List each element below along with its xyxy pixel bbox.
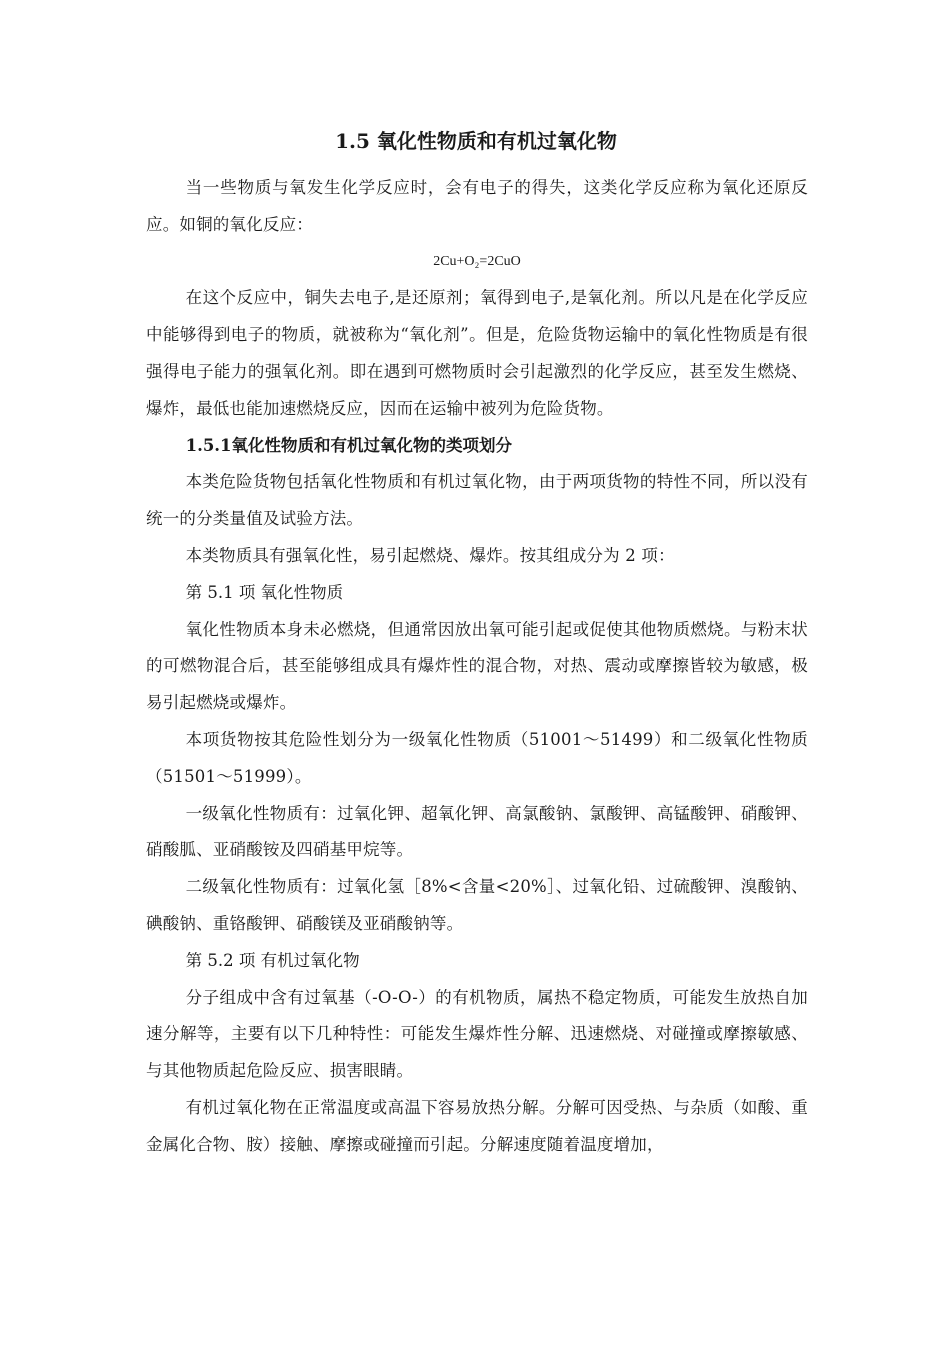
paragraph-grade-two-examples: 二级氧化性物质有：过氧化氢［8%<含量<20%］、过氧化铅、过硫酸钾、溴酸钠、碘酸钠、重铬酸钾、硝酸镁及亚硝酸钠等。: [146, 877, 808, 933]
paragraph-oxidation-intro: 当一些物质与氧发生化学反应时，会有电子的得失，这类化学反应称为氧化还原反应。如铜的氧化反应：: [146, 178, 808, 234]
division-5-2-heading: 第 5.2 项 有机过氧化物: [185, 950, 360, 970]
division-5-1-heading: 第 5.1 项 氧化性物质: [185, 582, 344, 602]
subsection-heading: 1.5.1氧化性物质和有机过氧化物的类项划分: [185, 435, 513, 455]
chemical-equation: 2Cu+O₂=2CuO: [433, 253, 521, 269]
paragraph-classification-intro: 本类危险货物包括氧化性物质和有机过氧化物，由于两项货物的特性不同，所以没有统一的分类量值及试验方法。: [146, 472, 808, 529]
paragraph-organic-peroxide-definition: 分子组成中含有过氧基（-O-O-）的有机物质，属热不稳定物质，可能发生放热自加速分解等，主要有以下几种特性：可能发生爆炸性分解、迅速燃烧、对碰撞或摩擦敏感、与其他物质起危险反应、损害眼睛。: [146, 987, 808, 1081]
paragraph-oxidizer-grades: 本项货物按其危险性划分为一级氧化性物质（51001～51499）和二级氧化性物质（51501～51999）。: [146, 729, 808, 786]
paragraph-two-divisions: 本类物质具有强氧化性，易引起燃烧、爆炸。按其组成分为 2 项：: [185, 545, 675, 565]
document-body: [146, 170, 808, 1164]
section-title: 1.5 氧化性物质和有机过氧化物: [335, 129, 617, 153]
paragraph-oxidant-definition: 在这个反应中，铜失去电子,是还原剂；氧得到电子,是氧化剂。所以凡是在化学反应中能够得到电子的物质，就被称为“氧化剂”。但是，危险货物运输中的氧化性物质是有很强得电子能力的强氧化剂。即在遇到可燃物质时会引起激烈的化学反应，甚至发生燃烧、爆炸，最低也能加速燃烧反应，因而在运输中被列为危险货物。: [146, 288, 808, 418]
paragraph-grade-one-examples: 一级氧化性物质有：过氧化钾、超氧化钾、高氯酸钠、氯酸钾、高锰酸钾、硝酸钾、硝酸胍、亚硝酸铵及四硝基甲烷等。: [146, 803, 808, 860]
paragraph-oxidizer-properties: 氧化性物质本身未必燃烧，但通常因放出氧可能引起或促使其他物质燃烧。与粉末状的可燃物混合后，甚至能够组成具有爆炸性的混合物，对热、震动或摩擦皆较为敏感，极易引起燃烧或爆炸。: [146, 619, 808, 713]
paragraph-organic-peroxide-decomposition: 有机过氧化物在正常温度或高温下容易放热分解。分解可因受热、与杂质（如酸、重金属化合物、胺）接触、摩擦或碰撞而引起。分解速度随着温度增加，: [146, 1097, 808, 1154]
